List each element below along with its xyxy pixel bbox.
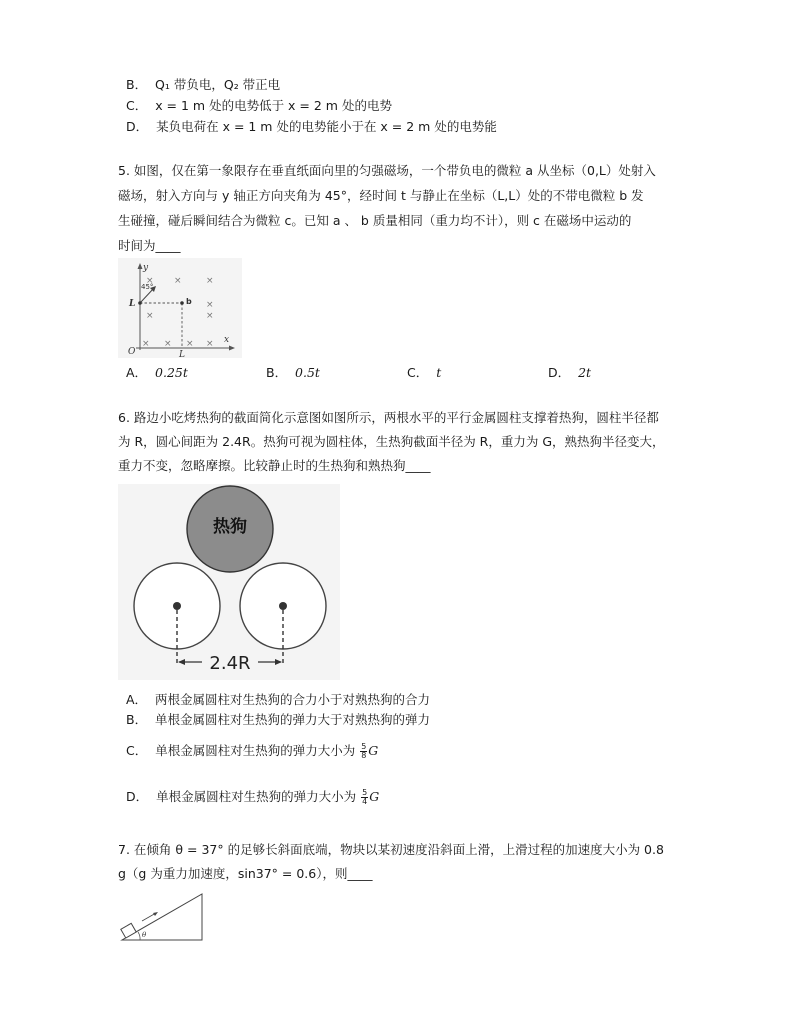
q6-stem-line-1: 6. 路边小吃烤热狗的截面简化示意图如图所示，两根水平的平行金属圆柱支撑着热狗，圆柱半径都	[118, 410, 659, 425]
option-letter: C．	[126, 98, 148, 113]
option-letter: B．	[126, 712, 148, 727]
distance-label: 2.4R	[209, 653, 251, 674]
q4-option-b	[126, 77, 280, 93]
fraction-numerator: 5	[362, 788, 368, 797]
option-letter: B．	[266, 365, 288, 380]
field-cross: ×	[174, 276, 182, 286]
field-cross: ×	[164, 339, 172, 349]
option-text: t	[436, 365, 442, 380]
q5-option-c	[407, 365, 441, 381]
field-cross: ×	[206, 311, 214, 321]
option-letter: C．	[126, 743, 148, 758]
q7-stem-line-1: 7. 在倾角 θ = 37° 的足够长斜面底端，物块以某初速度沿斜面上滑，上滑过程的加速度大小为 0.8	[118, 842, 664, 857]
field-cross: ×	[206, 276, 214, 286]
angle-arc	[138, 932, 140, 940]
right-center-dot	[279, 602, 287, 610]
particle-b	[180, 301, 184, 305]
option-letter: A．	[126, 692, 148, 707]
field-cross: ×	[146, 276, 154, 286]
origin-label: O	[128, 347, 136, 357]
b-label: b	[186, 297, 192, 306]
option-text: Q₁ 带负电，Q₂ 带正电	[155, 77, 281, 92]
field-cross: ×	[146, 311, 154, 321]
field-cross: ×	[206, 339, 214, 349]
option-text: 0.25t	[155, 365, 188, 380]
option-text: 0.5t	[295, 365, 320, 380]
option-text: 2t	[578, 365, 592, 380]
option-text: 单根金属圆柱对生热狗的弹力大于对熟热狗的弹力	[155, 712, 431, 727]
q5-option-d	[548, 365, 591, 381]
q6-option-a	[126, 692, 430, 708]
option-letter: D．	[548, 365, 571, 380]
q7-stem-line-2: g（g 为重力加速度，sin37° = 0.6），则____	[118, 866, 373, 881]
block	[121, 923, 136, 938]
q5-stem-line-3: 生碰撞，碰后瞬间结合为微粒 c。已知 a 、 b 质量相同（重力均不计），则 c 在磁场中运动的	[118, 213, 632, 228]
q6-option-d	[126, 786, 379, 808]
field-cross: ×	[206, 300, 214, 310]
q6-option-b	[126, 712, 430, 728]
hotdog-figure	[118, 484, 340, 680]
fraction	[361, 789, 368, 806]
option-text: x = 1 m 处的电势低于 x = 2 m 处的电势	[155, 98, 392, 113]
option-letter: C．	[407, 365, 429, 380]
particle-a	[138, 301, 142, 305]
fraction	[360, 743, 367, 760]
fraction-denominator: 4	[362, 797, 368, 806]
hotdog-label: 热狗	[213, 517, 247, 537]
option-text: 单根金属圆柱对生热狗的弹力大小为	[155, 743, 356, 758]
q6-stem-line-3: 重力不变，忽略摩擦。比较静止时的生热狗和熟热狗____	[118, 458, 431, 473]
q4-option-d	[126, 119, 497, 135]
velocity-arrow-head	[153, 912, 158, 916]
magnetic-field-figure	[118, 258, 242, 358]
option-letter: D．	[126, 789, 149, 804]
option-text: 两根金属圆柱对生热狗的合力小于对熟热狗的合力	[155, 692, 431, 707]
q5-stem-line-4: 时间为____	[118, 238, 181, 253]
q5-option-b	[266, 365, 320, 381]
left-L-label: L	[129, 299, 136, 309]
theta-label: θ	[142, 931, 147, 939]
q4-option-c	[126, 98, 392, 114]
q6-stem-line-2: 为 R，圆心间距为 2.4R。热狗可视为圆柱体，生热狗截面半径为 R，重力为 G，熟热狗半径变大，	[118, 434, 665, 449]
q5-stem-line-1: 5. 如图，仅在第一象限存在垂直纸面向里的匀强磁场，一个带负电的微粒 a 从坐标（0,L）处射入	[118, 163, 656, 178]
y-axis-label: y	[143, 263, 149, 273]
block-group	[121, 923, 136, 938]
angle-label: 45°	[141, 283, 154, 291]
left-center-dot	[173, 602, 181, 610]
field-cross: ×	[186, 339, 194, 349]
option-text: 单根金属圆柱对生热狗的弹力大小为	[156, 789, 357, 804]
x-axis-label: x	[224, 335, 230, 345]
incline-figure	[118, 888, 208, 944]
bottom-L-label: L	[179, 350, 185, 358]
option-letter: D．	[126, 119, 149, 134]
q5-stem-line-2: 磁场，射入方向与 y 轴正方向夹角为 45°，经时间 t 与静止在坐标（L,L）处的不带电微粒 b 发	[118, 188, 644, 203]
option-letter: A．	[126, 365, 148, 380]
option-tail: G	[369, 789, 380, 804]
q6-option-c	[126, 740, 378, 762]
fraction-numerator: 5	[361, 742, 367, 751]
option-text: 某负电荷在 x = 1 m 处的电势能小于在 x = 2 m 处的电势能	[156, 119, 497, 134]
q5-option-a	[126, 365, 188, 381]
option-tail: G	[368, 743, 379, 758]
field-cross: ×	[142, 339, 150, 349]
option-letter: B．	[126, 77, 148, 92]
fraction-denominator: 8	[361, 751, 367, 760]
